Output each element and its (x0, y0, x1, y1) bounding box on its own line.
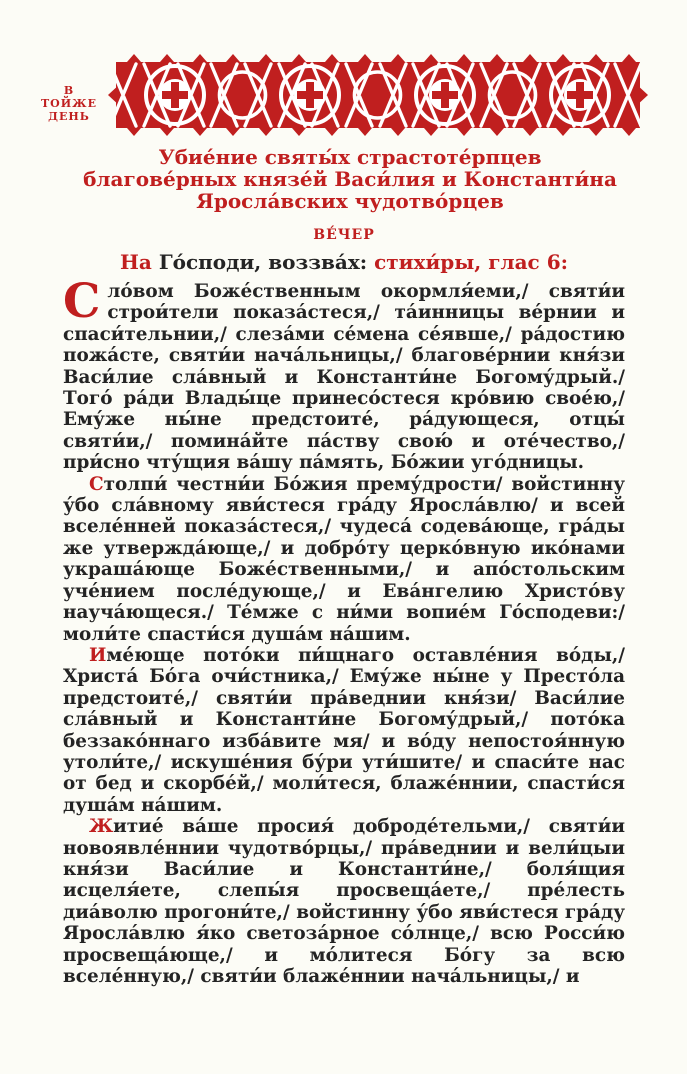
rubric-line (63, 250, 625, 274)
red-initial: Ж (89, 816, 114, 838)
title-line: благове́рных князе́й Васи́лия и Константи́на (83, 167, 617, 191)
paragraph-text: ме́юще пото́ки пи́щнаго оставле́ния во́ды,/ Христа́ Бо́га очи́стника,/ Ему́же ны́не у Престо́ла предстоите́,/ святи́и пра́веднии кня́зи/ Васи́лие сла́вный и Константи́не Богому́дрый,/ пото́ка беззако́ннаго изба́вите мя/ и во́ду непостоя́нную утоли́те,/ искуше́ния бу́ри ути́шите/ и спаси́те нас от бед и скорбе́й,/ моли́теся, блаже́ннии, спасти́ся душа́м на́шим. (63, 644, 625, 816)
red-initial: И (89, 644, 107, 666)
section-heading-vecher: ВЕ́ЧЕР (313, 227, 375, 243)
dropcap-initial: С (63, 274, 101, 329)
sticheron-paragraph-1 (63, 274, 625, 474)
sticheron-paragraph-2 (63, 474, 625, 645)
stichera-text (63, 274, 625, 987)
rubric-call: Го́споди, воззва́х: (158, 250, 368, 274)
red-initial: С (89, 473, 104, 495)
margin-note-line: ТОЙЖЕ (41, 97, 97, 110)
margin-note-line: ДЕНЬ (48, 110, 90, 123)
title-line: Убие́ние святы́х страстоте́рпцев (158, 145, 542, 169)
paragraph-text: толпи́ честни́и Бо́жия прему́дрости/ войстинну у́бо сла́вному яви́стеся гра́ду Яросла́влю/ и всей вселе́нней показа́стеся,/ чудеса́ содева́юще, гра́ды же утвержда́юще,/ и добро́ту церко́вную ико́нами украша́юще Боже́ственными,/ и апо́стольским уче́нием после́дующе,/ и Ева́нгелию Христо́ву науча́ющеся./ Те́мже с ни́ми вопие́м Го́сподеви:/ моли́те спасти́ся душа́м на́шим. (63, 473, 625, 645)
page-title (50, 146, 650, 212)
knotwork-ornament (108, 52, 648, 138)
sticheron-paragraph-4 (63, 816, 625, 987)
rubric-na: На (119, 250, 152, 274)
knotwork-ornament-svg (108, 52, 648, 138)
paragraph-text: итие́ ва́ше просия́ доброде́тельми,/ святи́и новоявле́ннии чудотво́рцы,/ пра́веднии и вели́цыи кня́зи Васи́лие и Константи́не,/ боля́щия исцеля́ете, слепы́я просвеща́ете,/ пре́лесть диа́волю прогони́те,/ войстинну у́бо яви́стеся гра́ду Яросла́влю я́ко светоза́рное со́лнце,/ всю Росси́ю просвеща́юще,/ и мо́литеся Бо́гу за всю вселе́нную,/ святи́и блаже́ннии нача́льницы,/ и (63, 816, 625, 987)
paragraph-text: ло́вом Боже́ственным окормля́еми,/ святи́и строи́тели показа́стеся,/ та́инницы ве́рнии и спаси́тельнии,/ слеза́ми се́мена се́явше,/ ра́достию пожа́сте, святи́и нача́льницы,/ благове́рнии кня́зи Васи́лие сла́вный и Константи́не Богому́дрый./ Того́ ра́ди Влады́це принесо́стеся кро́вию свое́ю,/ Ему́же ны́не предстоите́, ра́дующеся, отцы́ святи́и,/ помина́йте па́ству свою́ и оте́чество,/ при́сно чту́щия ва́шу па́мять, Бо́жии уго́дницы. (63, 281, 625, 474)
margin-note (34, 84, 104, 123)
sticheron-paragraph-3 (63, 645, 625, 816)
title-line: Яросла́вских чудотво́рцев (196, 189, 504, 213)
margin-note-line: В (63, 84, 75, 97)
rubric-detail: стихи́ры, глас 6: (374, 250, 568, 274)
